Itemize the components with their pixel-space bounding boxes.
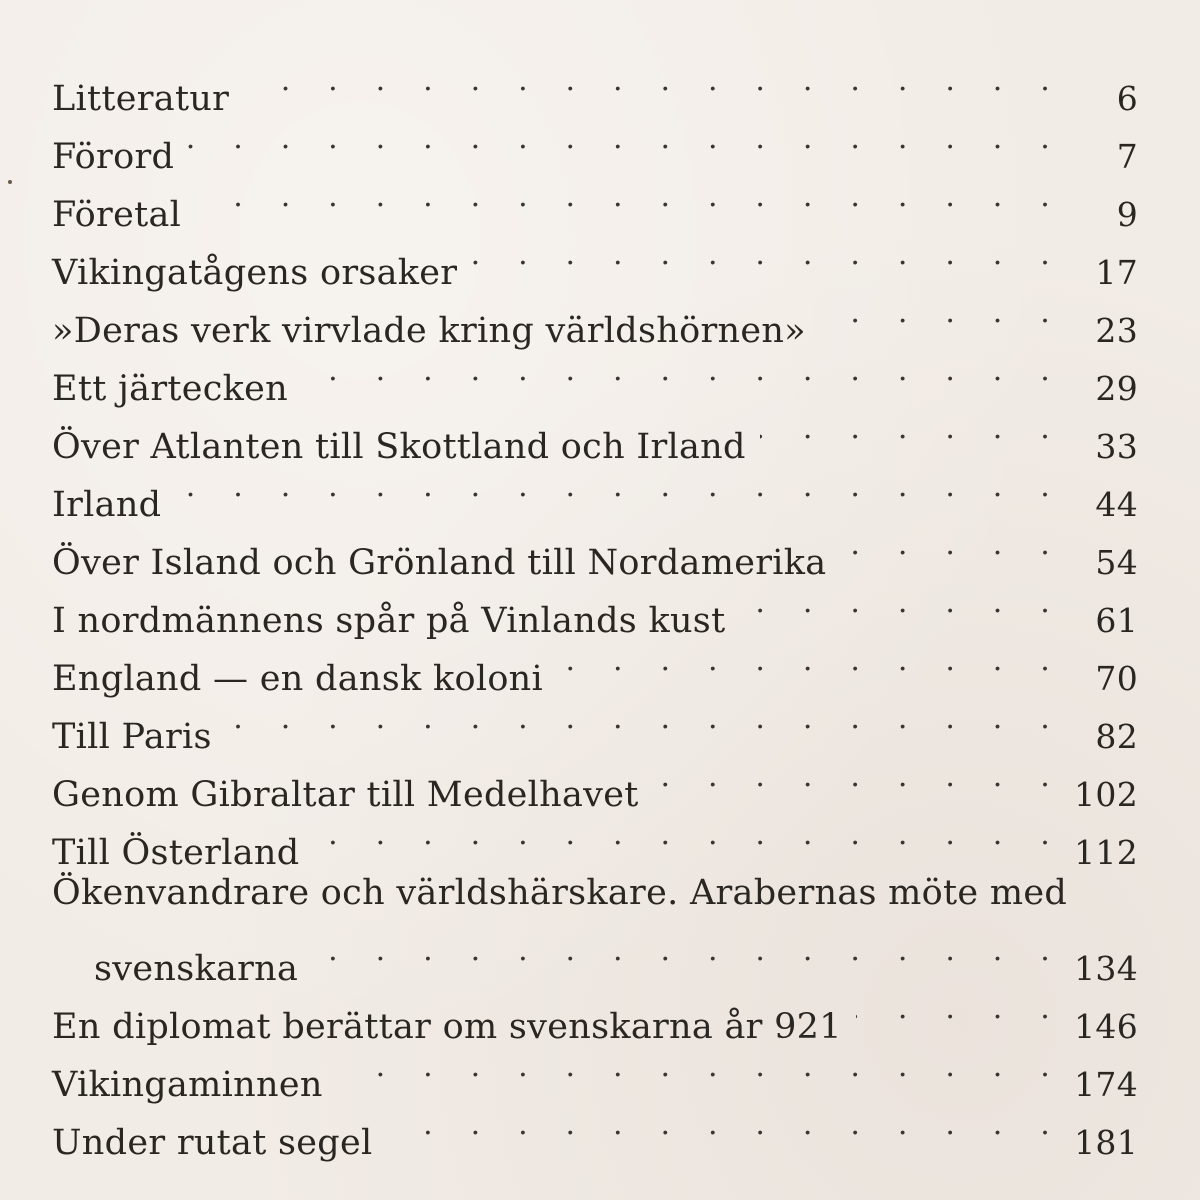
toc-entry-page: 112 xyxy=(1074,833,1138,872)
toc-entry xyxy=(52,342,1138,409)
dot-leader xyxy=(856,980,1064,1038)
toc-entry-title: Över Atlanten till Skottland och Irland xyxy=(52,427,746,467)
toc-entry-page: 174 xyxy=(1074,1065,1138,1104)
dot-leader xyxy=(739,574,1064,632)
toc-entry-title: Under rutat segel xyxy=(52,1123,373,1163)
toc-entry xyxy=(52,574,1138,641)
toc-entry-page: 23 xyxy=(1095,311,1138,350)
toc-entry-title: I nordmännens spår på Vinlands kust xyxy=(52,601,726,641)
toc-entry-page: 134 xyxy=(1074,949,1138,988)
toc-entry-title: Irland xyxy=(52,485,162,525)
paper-speck xyxy=(8,180,12,184)
toc-entry-title: Förord xyxy=(52,137,175,177)
toc-entry-page: 7 xyxy=(1116,137,1138,176)
toc-entry-title: Ökenvandrare och världshärskare. Arabernas möte med xyxy=(52,873,1068,913)
toc-entry-title: Genom Gibraltar till Medelhavet xyxy=(52,775,639,815)
toc-entry-title: Över Island och Grönland till Nordamerika xyxy=(52,543,827,583)
dot-leader xyxy=(195,168,1064,226)
toc-entry xyxy=(52,458,1138,525)
toc-entry-page: 54 xyxy=(1095,543,1138,582)
toc-entry xyxy=(52,748,1138,815)
toc-entry-title-continuation: svenskarna xyxy=(94,949,299,989)
toc-entry xyxy=(52,690,1138,757)
toc-entry xyxy=(52,1096,1138,1163)
toc-entry-page: 29 xyxy=(1095,369,1138,408)
toc-entry-title: Till Paris xyxy=(52,717,212,757)
table-of-contents xyxy=(52,52,1138,1163)
dot-leader xyxy=(312,922,1064,980)
dot-leader xyxy=(226,690,1064,748)
toc-entry xyxy=(52,52,1138,119)
toc-entry-page: 146 xyxy=(1074,1007,1138,1046)
toc-entry-page: 82 xyxy=(1095,717,1138,756)
toc-entry-page: 17 xyxy=(1095,253,1138,292)
dot-leader xyxy=(243,52,1064,110)
toc-entry-title: Företal xyxy=(52,195,182,235)
toc-entry-page: 102 xyxy=(1074,775,1138,814)
toc-entry-page: 61 xyxy=(1095,601,1138,640)
toc-entry xyxy=(52,1038,1138,1105)
toc-entry-page: 6 xyxy=(1116,79,1138,118)
toc-entry xyxy=(52,806,1138,873)
dot-leader xyxy=(653,748,1064,806)
dot-leader xyxy=(337,1038,1064,1096)
toc-entry-title: Vikingatågens orsaker xyxy=(52,253,458,293)
toc-entry xyxy=(52,284,1138,351)
toc-entry xyxy=(52,632,1138,699)
toc-entry-title: Till Österland xyxy=(52,833,300,873)
toc-entry-title: Litteratur xyxy=(52,79,230,119)
toc-entry-title: Vikingaminnen xyxy=(52,1065,323,1105)
toc-entry-page: 181 xyxy=(1074,1123,1138,1162)
dot-leader xyxy=(760,400,1064,458)
toc-entry-page: 44 xyxy=(1095,485,1138,524)
dot-leader xyxy=(557,632,1064,690)
toc-entry-title: En diplomat berättar om svenskarna år 921 xyxy=(52,1007,842,1047)
toc-entry xyxy=(52,980,1138,1047)
toc-entry xyxy=(52,516,1138,583)
dot-leader xyxy=(840,516,1064,574)
dot-leader xyxy=(313,806,1064,864)
toc-entry-page: 33 xyxy=(1095,427,1138,466)
toc-entry-page: 9 xyxy=(1116,195,1138,234)
dot-leader xyxy=(387,1096,1065,1154)
toc-entry-title: »Deras verk virvlade kring världshörnen» xyxy=(52,311,806,351)
toc-entry xyxy=(52,110,1138,177)
toc-entry xyxy=(52,864,1138,989)
toc-entry-title: England — en dansk koloni xyxy=(52,659,544,699)
dot-leader xyxy=(175,458,1064,516)
dot-leader xyxy=(302,342,1064,400)
dot-leader xyxy=(820,284,1064,342)
toc-entry xyxy=(52,226,1138,293)
dot-leader xyxy=(471,226,1064,284)
dot-leader xyxy=(188,110,1064,168)
toc-entry-page: 70 xyxy=(1095,659,1138,698)
toc-entry-title: Ett järtecken xyxy=(52,369,288,409)
toc-entry xyxy=(52,400,1138,467)
toc-entry xyxy=(52,168,1138,235)
